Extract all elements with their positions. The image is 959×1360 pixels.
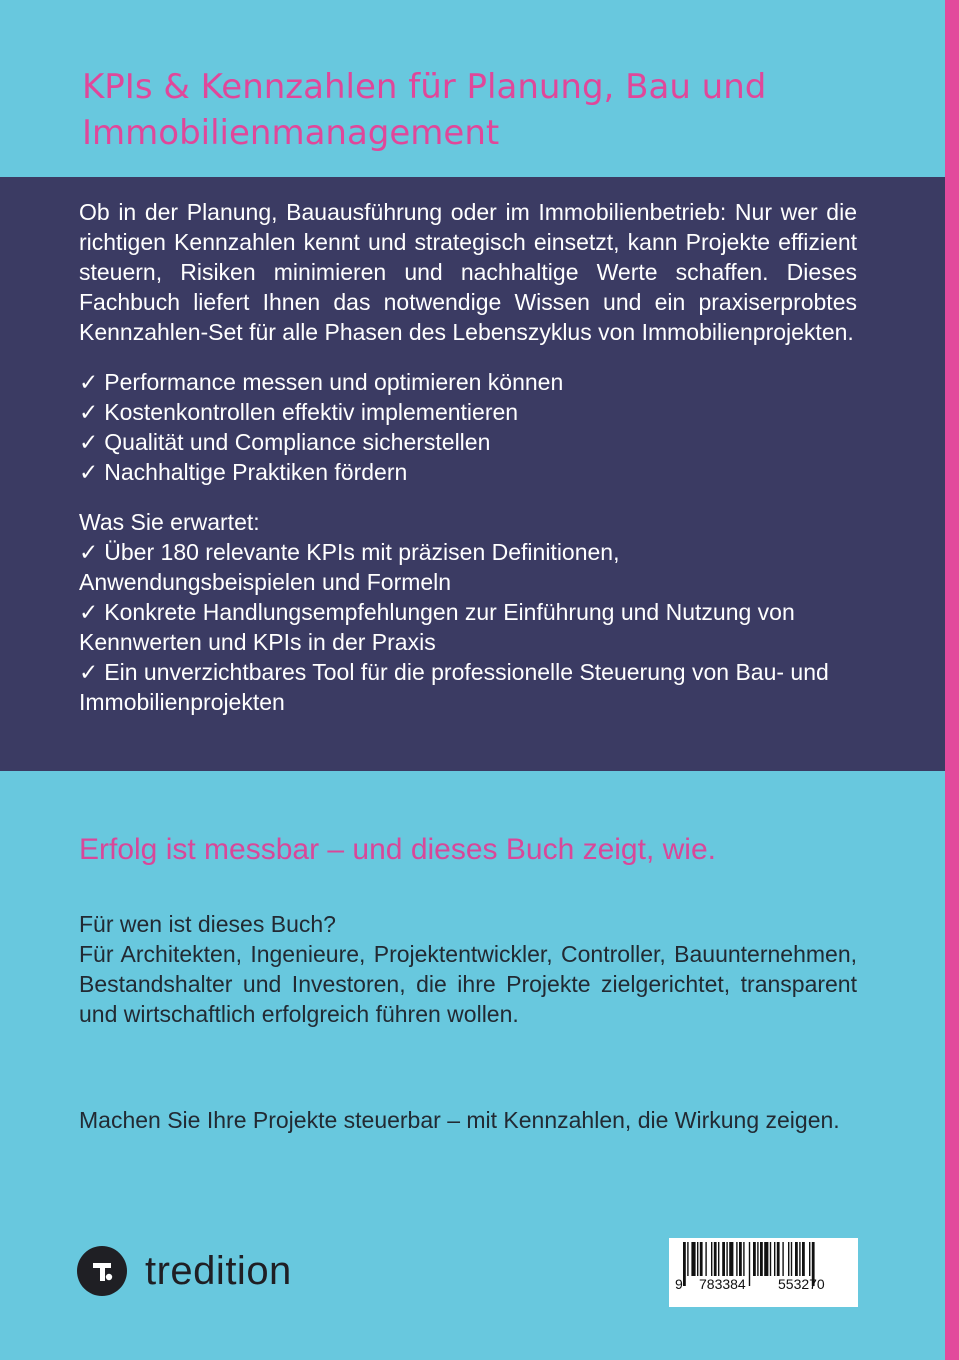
publisher-logo (77, 1244, 292, 1298)
barcode-bar (809, 1242, 810, 1276)
barcode-bar (714, 1242, 717, 1276)
audience-answer: Für Architekten, Ingenieure, Projektentwickler, Controller, Bauunternehmen, Bestandshalter und Investoren, die ihre Projekte zielgerichtet, transparent und wirtschaftlich erfolgreich führen wollen. (79, 941, 857, 1027)
expectation-text: Ein unverzichtbares Tool für die professionelle Steuerung von Bau- und Immobilienprojekten (79, 659, 829, 715)
barcode-bar (757, 1242, 758, 1276)
barcode-bar (774, 1242, 775, 1276)
audience-section (79, 909, 857, 1029)
description-panel (0, 177, 945, 771)
benefit-item (79, 427, 857, 457)
expectations-heading: Was Sie erwartet: (79, 509, 260, 535)
barcode-bar (760, 1242, 763, 1276)
benefit-text: Qualität und Compliance sicherstellen (104, 429, 491, 455)
expectation-item (79, 597, 857, 657)
barcode-bar (743, 1242, 744, 1276)
check-icon: ✓ (79, 369, 99, 395)
barcode-bar (726, 1242, 727, 1276)
description-content (79, 197, 857, 717)
barcode-bar (722, 1242, 725, 1276)
barcode-bar (729, 1242, 733, 1276)
expectation-item (79, 657, 857, 717)
barcode-bar (697, 1242, 698, 1276)
expectation-text: Über 180 relevante KPIs mit präzisen Definitionen, Anwendungsbeispielen und Formeln (79, 539, 620, 595)
expectation-text: Konkrete Handlungsempfehlungen zur Einführung und Nutzung von Kennwerten und KPIs in der Praxis (79, 599, 795, 655)
benefit-item (79, 457, 857, 487)
isbn-barcode (669, 1238, 858, 1307)
barcode-bar (718, 1242, 719, 1276)
expectation-list (79, 537, 857, 717)
barcode-bar (764, 1242, 768, 1276)
benefit-item (79, 367, 857, 397)
barcode-bar (753, 1242, 756, 1276)
barcode-bar (782, 1242, 783, 1276)
check-icon: ✓ (79, 429, 99, 455)
tagline: Erfolg ist messbar – und dieses Buch zeigt, wie. (79, 833, 716, 866)
barcode-bar (691, 1242, 695, 1276)
barcode-bar (791, 1242, 792, 1276)
publisher-name: tredition (145, 1249, 292, 1293)
barcode-bar (749, 1242, 750, 1286)
barcode-bar (736, 1242, 737, 1276)
benefit-item (79, 397, 857, 427)
barcode-bar (683, 1242, 686, 1286)
check-icon: ✓ (79, 659, 99, 685)
benefit-list (79, 367, 857, 487)
barcode-bar (770, 1242, 771, 1276)
expectation-item (79, 537, 857, 597)
barcode-bar (777, 1242, 780, 1276)
barcode-bar (799, 1242, 800, 1276)
book-title: KPIs & Kennzahlen für Planung, Bau und Immobilienmanagement (82, 67, 767, 153)
spine-strip (945, 0, 959, 1360)
benefit-text: Performance messen und optimieren können (104, 369, 564, 395)
intro-paragraph: Ob in der Planung, Bauausführung oder im Immobilienbetrieb: Nur wer die richtigen Kennzahlen kennt und strategisch einsetzt, kann Projekte effizient steuern, Risiken minimieren und nachhaltige Werte schaffen. Dieses Fachbuch liefert Ihnen das notwendige Wissen und ein praxiserprobtes Kennzahlen-Set für alle Phasen des Lebenszyklus von Immobilienprojekten. (79, 199, 857, 345)
barcode-bar (795, 1242, 798, 1276)
check-icon: ✓ (79, 599, 99, 625)
barcode-bar (788, 1242, 789, 1276)
barcode-bar (711, 1242, 712, 1276)
tredition-logo-icon (77, 1246, 127, 1296)
barcode-group-1: 783384 (699, 1276, 746, 1292)
check-icon: ✓ (79, 459, 99, 485)
barcode-bar (802, 1242, 805, 1276)
barcode-bar (700, 1242, 703, 1276)
closing-statement: Machen Sie Ihre Projekte steuerbar – mit Kennzahlen, die Wirkung zeigen. (79, 1107, 840, 1133)
benefit-text: Kostenkontrollen effektiv implementieren (104, 399, 519, 425)
barcode-first-digit: 9 (675, 1276, 683, 1292)
audience-question: Für wen ist dieses Buch? (79, 911, 336, 937)
barcode-group-2: 553270 (778, 1276, 825, 1292)
check-icon: ✓ (79, 539, 99, 565)
barcode-bar (739, 1242, 742, 1276)
benefit-text: Nachhaltige Praktiken fördern (104, 459, 408, 485)
barcode-bar (705, 1242, 706, 1276)
check-icon: ✓ (79, 399, 99, 425)
barcode-bar (687, 1242, 688, 1276)
